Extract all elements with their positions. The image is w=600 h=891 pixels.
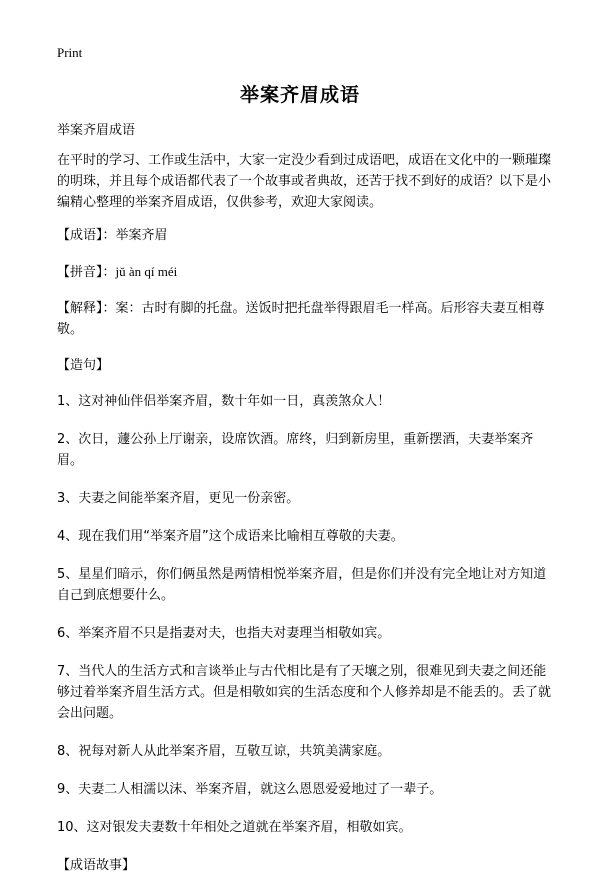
- explanation-field: [57, 298, 557, 340]
- sentence-item: 10、这对银发夫妻数十年相处之道就在举案齐眉，相敬如宾。: [57, 820, 412, 835]
- story-heading: 【成语故事】: [57, 858, 136, 873]
- sentence-item: 4、现在我们用“举案齐眉”这个成语来比喻相互尊敬的夫妻。: [57, 529, 404, 544]
- sentence-item: 5、星星们暗示，你们俩虽然是两情相悦举案齐眉，但是你们并没有完全地让对方知道自己到底想要什么。: [57, 567, 547, 603]
- explanation-value: 案：古时有脚的托盘。送饭时把托盘举得跟眉毛一样高。后形容夫妻互相尊敬。: [57, 301, 545, 337]
- pinyin-value: jǔ àn qí méi: [115, 264, 178, 279]
- idiom-label: 【成语】：: [57, 228, 116, 243]
- idiom-field: [57, 225, 557, 246]
- page-title: 举案齐眉成语: [239, 84, 360, 106]
- sentence-item: 9、夫妻二人相濡以沫、举案齐眉，就这么恩恩爱爱地过了一辈子。: [57, 782, 443, 797]
- sentences-heading: 【造句】: [57, 358, 110, 373]
- pinyin-label: 【拼音】：: [57, 265, 116, 280]
- sentence-item: 6、举案齐眉不只是指妻对夫，也指夫对妻理当相敬如宾。: [57, 626, 391, 641]
- article-subtitle: 举案齐眉成语: [57, 123, 136, 138]
- sentence-item: 7、当代人的生活方式和言谈举止与古代相比是有了天壤之别，很难见到夫妻之间还能够过着举案齐眉生活方式。但是相敬如宾的生活态度和个人修养却是不能丢的。丢了就会出问题。: [57, 664, 552, 721]
- explanation-label: 【解释】：: [57, 301, 116, 316]
- article-body: [57, 120, 557, 891]
- sentence-item: 1、这对神仙伴侣举案齐眉，数十年如一日，真羡煞众人！: [57, 394, 391, 409]
- idiom-value: 举案齐眉: [115, 228, 168, 243]
- sentence-item: 3、夫妻之间能举案齐眉，更见一份亲密。: [57, 491, 300, 506]
- sentence-item: 2、次日，蘧公孙上厅谢亲，设席饮酒。席终，归到新房里，重新摆酒，夫妻举案齐眉。: [57, 432, 534, 468]
- pinyin-field: [57, 261, 557, 283]
- intro-paragraph: 在平时的学习、工作或生活中，大家一定没少看到过成语吧，成语在文化中的一颗璀璨的明珠，并且每个成语都代表了一个故事或者典故，还苦于找不到好的成语？以下是小编精心整理的举案齐眉成语，仅供参考，欢迎大家阅读。: [57, 153, 552, 210]
- sentence-item: 8、祝每对新人从此举案齐眉，互敬互谅，共筑美满家庭。: [57, 744, 391, 759]
- print-link[interactable]: Print: [57, 45, 83, 60]
